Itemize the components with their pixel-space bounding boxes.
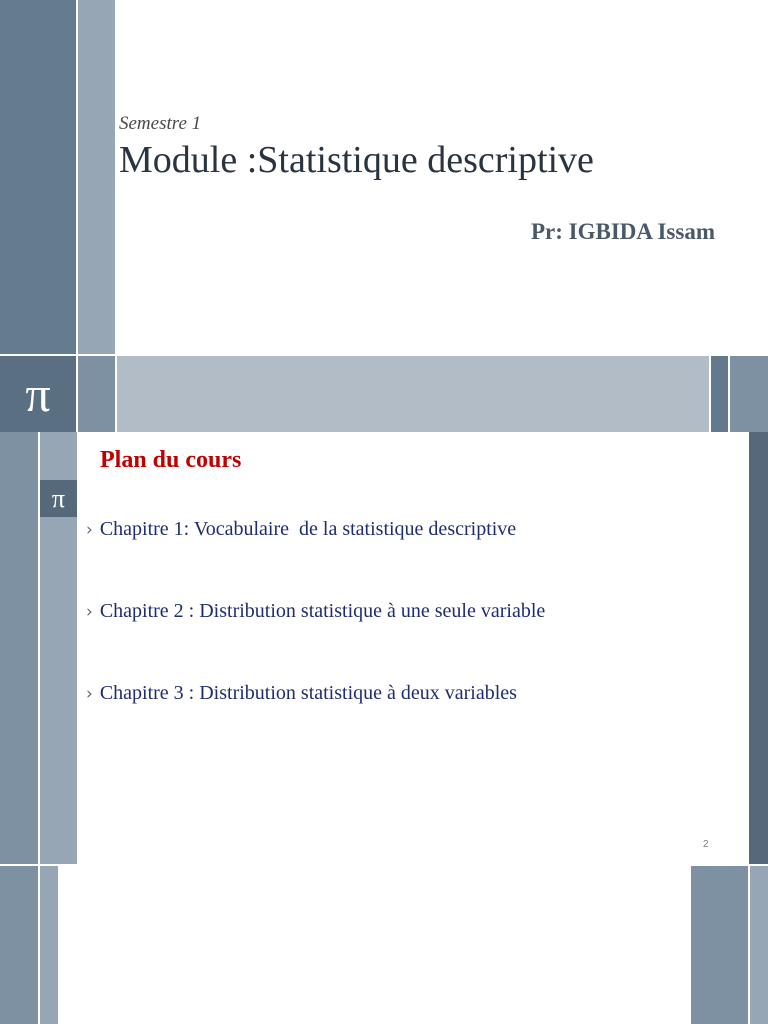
pi-icon: π — [25, 366, 51, 422]
band-segment-right-mid — [730, 356, 768, 432]
band-segment-mid — [78, 356, 115, 432]
slide2-right-bar — [749, 432, 768, 864]
slide1-left-bar-light — [78, 0, 115, 354]
slide3-right-bar-outer — [691, 866, 748, 1024]
chapter-1-label: Chapitre 1: Vocabulaire de la statistique descriptive — [99, 518, 517, 540]
slide1-author: Pr: IGBIDA Issam — [530, 219, 715, 244]
list-item — [86, 682, 736, 764]
chevron-right-icon: › — [86, 602, 93, 622]
slide1-title: Module :Statistique descriptive — [119, 139, 594, 181]
slide3-right-bar-inner — [750, 866, 768, 1024]
chapter-3-label: Chapitre 3 : Distribution statistique à deux variables — [99, 682, 517, 704]
pi-small-icon: π — [40, 480, 77, 517]
band-segment-right-dark — [711, 356, 728, 432]
slide2-left-bar-outer — [0, 432, 38, 864]
list-item — [86, 518, 736, 600]
list-item — [86, 600, 736, 682]
slide1-left-bar-dark — [0, 0, 76, 354]
band-segment-light — [117, 356, 709, 432]
slide3-left-bar-outer — [0, 866, 38, 1024]
chevron-right-icon: › — [86, 684, 93, 704]
chapter-list — [86, 518, 736, 764]
slide3-left-bar-inner — [40, 866, 58, 1024]
chapter-2-label: Chapitre 2 : Distribution statistique à une seule variable — [99, 600, 546, 622]
slide2-heading: Plan du cours — [100, 447, 242, 473]
slide1-subtitle: Semestre 1 — [119, 113, 202, 134]
chevron-right-icon: › — [86, 520, 93, 540]
page-number: 2 — [703, 839, 709, 850]
